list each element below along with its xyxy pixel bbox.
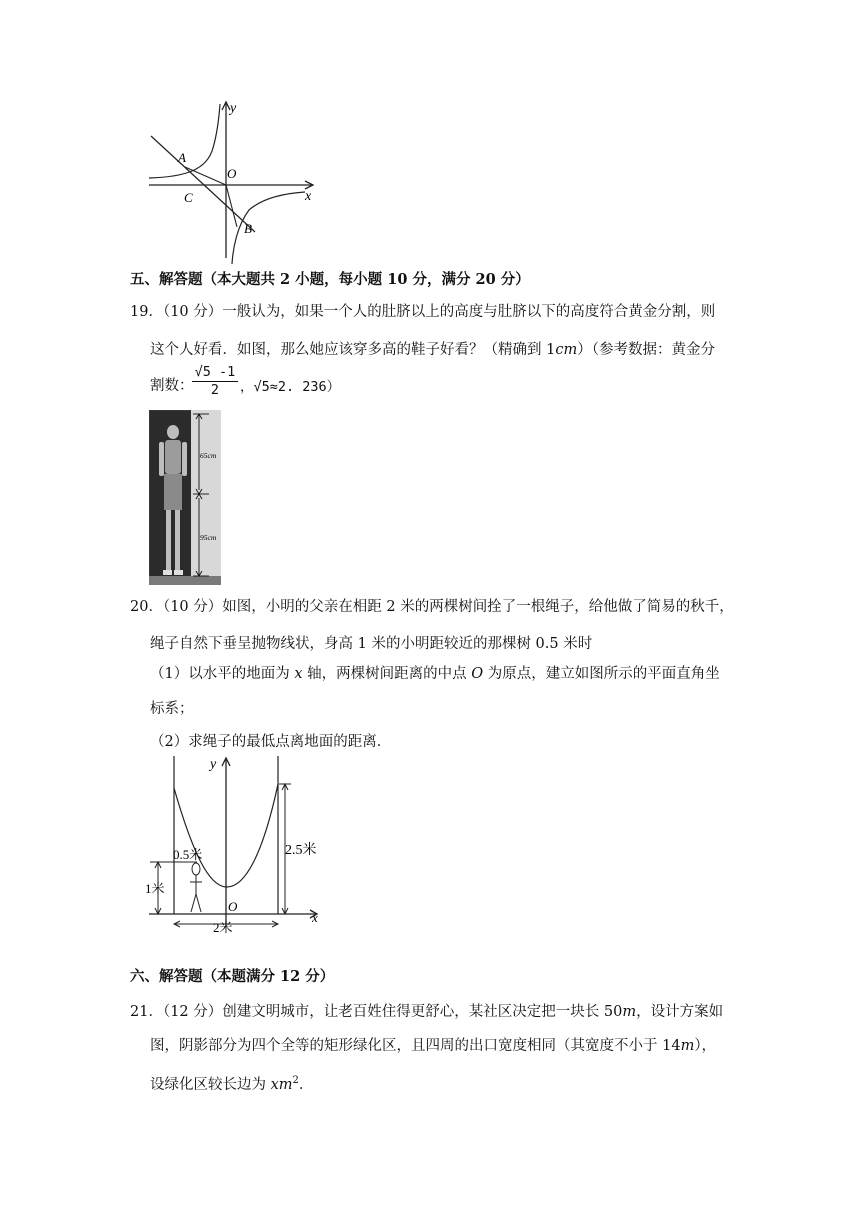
- q21-line1: [130, 1002, 723, 1022]
- hyperbola-lower-branch: [232, 192, 305, 264]
- label-65cm: 65cm: [200, 451, 217, 460]
- q20-line1: 20．（10 分）如图，小明的父亲在相距 2 米的两棵树间拴了一根绳子，给他做了简易的秋千，: [130, 599, 734, 615]
- section5-heading: 五、解答题（本大题共 2 小题，每小题 10 分，满分 20 分）: [130, 271, 530, 288]
- segment-AO: [185, 167, 226, 185]
- q21-line2-text2: ），: [694, 1038, 717, 1054]
- label-0.5m: 0.5米: [173, 847, 203, 862]
- q20-part1-text3: 为原点，建立如图所示的平面直角坐: [483, 666, 720, 682]
- q20-line2: 绳子自然下垂呈抛物线状，身高 1 米的小明距较近的那棵树 0.5 米时: [150, 636, 593, 652]
- label-2m: 2米: [213, 920, 233, 934]
- q21-line2: [150, 1036, 716, 1056]
- label-x: x: [305, 189, 312, 204]
- fraction-numerator: √5 -1: [192, 364, 238, 382]
- q19-line2-text: 这个人好看．如图，那么她应该穿多高的鞋子好看？（精确到 1: [150, 342, 556, 358]
- q21-line3-text: 设绿化区较长边为: [150, 1076, 271, 1093]
- fraction-denominator: 2: [210, 382, 220, 398]
- label-A: A: [178, 150, 186, 165]
- label-x: x: [312, 910, 318, 925]
- label-y: y: [230, 101, 237, 116]
- q21-line1-text: 21．（12 分）创建文明城市，让老百姓住得更舒心，某社区决定把一块长 50: [130, 1004, 623, 1020]
- label-O: O: [228, 899, 238, 914]
- label-95cm: 95cm: [200, 533, 217, 542]
- label-2.5m: 2.5米: [285, 843, 317, 858]
- label-y: y: [210, 757, 217, 772]
- q21-line3-text2: ．: [298, 1076, 314, 1093]
- q20-part1: [150, 664, 720, 684]
- line-AB: [151, 136, 255, 232]
- q19-line3: [150, 376, 194, 396]
- q20-var-x: x: [294, 666, 303, 682]
- label-1m: 1米: [145, 881, 165, 896]
- q19-line3-suffix: ，√5≈2. 236）: [240, 379, 341, 395]
- q19-photo: [149, 410, 221, 585]
- q21-superscript: 2: [292, 1075, 299, 1086]
- golden-ratio-fraction: [192, 364, 238, 399]
- q21-unit-m: m: [622, 1004, 637, 1020]
- xiaoming-figure: [190, 863, 202, 912]
- label-B: B: [244, 221, 252, 236]
- q20-part1-line2: 标系；: [150, 701, 194, 717]
- label-O: O: [227, 166, 237, 181]
- q19-line3-prefix: 割数：: [150, 378, 194, 394]
- q21-var-xm: xm: [270, 1076, 293, 1093]
- section6-heading: 六、解答题（本题满分 12 分）: [130, 968, 335, 985]
- q19-unit: cm: [555, 342, 578, 358]
- q18-figure: [145, 98, 325, 264]
- q20-figure: [145, 754, 330, 934]
- q20-part1-text: （1）以水平的地面为: [150, 666, 295, 682]
- q20-var-O: O: [471, 666, 484, 682]
- q20-part2: （2）求绳子的最低点离地面的距离．: [150, 734, 392, 750]
- q21-line1-text2: ，设计方案如: [636, 1004, 724, 1020]
- q19-line1: 19．（10 分）一般认为，如果一个人的肚脐以上的高度与肚脐以下的高度符合黄金分割，则: [130, 304, 716, 320]
- label-C: C: [184, 190, 193, 205]
- q19-line2: [150, 340, 715, 360]
- q21-line2-text: 图，阴影部分为四个全等的矩形绿化区，且四周的出口宽度相同（其宽度不小于 14: [150, 1038, 681, 1054]
- q21-unit-m2: m: [680, 1038, 695, 1054]
- q20-part1-text2: 轴，两棵树间距离的中点: [302, 666, 472, 682]
- q19-line2-text2: ）（参考数据：黄金分: [577, 342, 715, 358]
- q21-line3: [150, 1071, 313, 1095]
